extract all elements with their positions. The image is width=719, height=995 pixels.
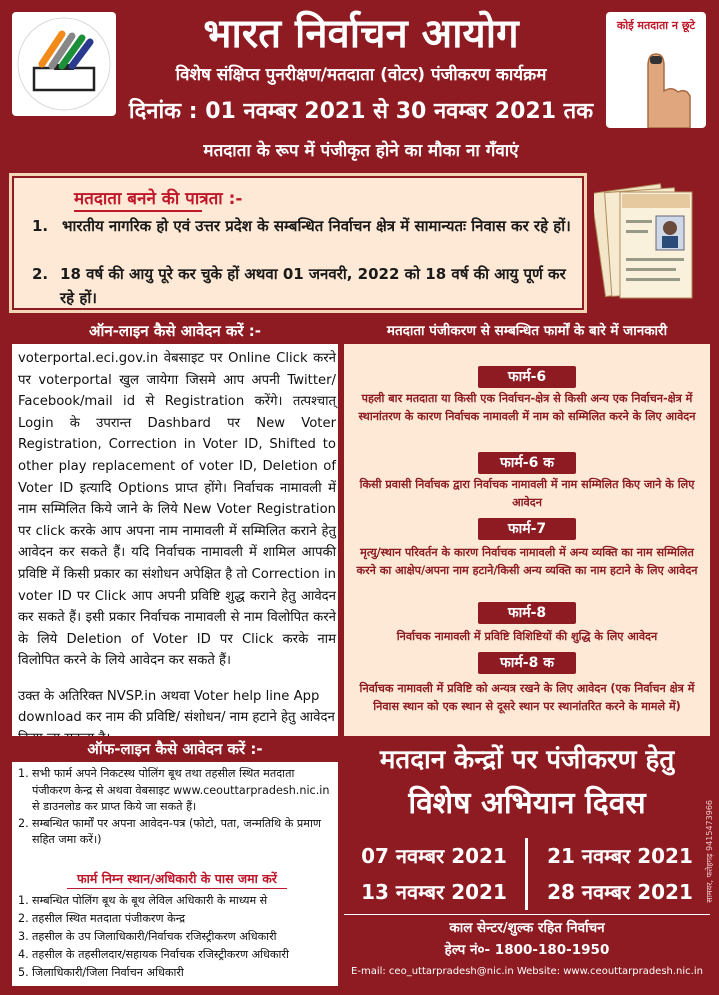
form-8a-desc: निर्वाचक नामावली में प्रविष्टि को अन्यत्र रखने के लिए आवेदन (एक निर्वाचन क्षेत्र में निवास स्थान को एक स्थान से दूसरे स्थान पर स्थानांतरित करने के मामले में) xyxy=(359,682,695,713)
campaign-line-1: मतदान केन्द्रों पर पंजीकरण हेतु xyxy=(379,745,675,775)
list-item-text: जिलाधिकारी/जिला निर्वाचन अधिकारी xyxy=(32,966,184,979)
offline-heading: ऑफ-लाइन कैसे आवेदन करें :- xyxy=(12,736,338,762)
voter-id-card-icon xyxy=(594,180,710,310)
campaign-line-2: विशेष अभियान दिवस xyxy=(408,786,646,821)
contact-box xyxy=(344,914,710,986)
list-item-number: 2. xyxy=(18,816,29,830)
eligibility-item xyxy=(32,262,572,310)
list-item-text: तहसील के तहसीलदार/सहायक निर्वाचक रजिस्ट्रीकरण अधिकारी xyxy=(32,948,289,961)
inked-finger-icon xyxy=(606,36,706,128)
list-item-number: 1. xyxy=(18,767,29,780)
campaign-dates xyxy=(344,836,710,914)
form-6-label: फार्म-6 xyxy=(478,366,576,388)
campaign-date: 28 नवम्बर 2021 xyxy=(547,880,693,904)
list-item xyxy=(18,766,336,816)
form-7-label: फार्म-7 xyxy=(478,518,576,540)
eci-logo xyxy=(12,12,116,116)
ballot-box-logo-icon xyxy=(12,12,116,116)
list-item xyxy=(18,892,336,910)
online-instructions: voterportal.eci.gov.in वेबसाइट पर Online Click करने पर voterportal खुल जायेगा जिसमे आप अपनी Twitter/ Facebook/mail id से Registration करेंगे। तत्पश्चात् Login के उपरान्त Dashbard पर New Voter Registration, Correction in Voter ID, Shifted to other play replacement of voter ID, Deletion of Voter ID इत्यादि Options प्राप्त होंगे। निर्वाचक नामावली में नाम सम्मिलित किये जाने के लिये New Voter Registration पर click करके आप अपना नाम नामावली में सम्मिलित कराने हेतु आवेदन कर सकते हैं। यदि निर्वाचक नामावली में शामिल आपकी प्रविष्टि में किसी प्रकार का संशोधन अपेक्षित है तो Correction in voter ID पर Click आप अपनी प्रविष्टि शुद्ध कराने हेतु आवेदन कर सकते हैं। इसी प्रकार निर्वाचक नामावली से नाम विलोपित करने के लिये Deletion of Voter ID पर Click करके नाम विलोपित करने के लिये आवेदन कर सकते हैं। xyxy=(18,351,336,669)
list-item-number: 2. xyxy=(18,912,29,925)
list-item xyxy=(18,816,336,849)
tagline: मतदाता के रूप में पंजीकृत होने का मौका ना गँवाएं xyxy=(203,141,519,161)
eligibility-title: मतदाता बनने की पात्रता :- xyxy=(74,186,242,209)
eligibility-item-number: 2. xyxy=(32,265,49,283)
inked-finger-badge xyxy=(606,12,706,128)
page-title: भारत निर्वाचन आयोग xyxy=(203,10,519,57)
form-6-desc: पहली बार मतदाता या किसी एक निर्वाचन-क्षेत्र से किसी अन्य एक निर्वाचन-क्षेत्र में स्थानांतरण के कारण निर्वाचक नामावली में नाम को सम्मिलित करने के लिए आवेदन xyxy=(358,392,696,423)
campaign-date: 21 नवम्बर 2021 xyxy=(547,844,693,868)
form-7-desc: मृत्यु/स्थान परिवर्तन के कारण निर्वाचक नामावली में अन्य व्यक्ति का नाम सम्मिलित करने का आक्षेप/अपना नाम हटाने/किसी अन्य व्यक्ति का नाम हटाने के लिए आवेदन xyxy=(356,546,698,577)
form-8-desc: निर्वाचक नामावली में प्रविष्टि विशिष्टियों की शुद्धि के लिए आवेदन xyxy=(396,630,658,643)
eligibility-item-text: भारतीय नागरिक हो एवं उत्तर प्रदेश के सम्बन्धित निर्वाचन क्षेत्र में सामान्यतः निवास कर रहे हों। xyxy=(62,217,571,235)
form-8-label: फार्म-8 xyxy=(478,602,576,624)
email-website: E-mail: ceo_uttarpradesh@nic.in Website: www.ceouttarpradesh.nic.in xyxy=(351,966,703,977)
offline-list xyxy=(18,766,336,849)
eligibility-item xyxy=(32,214,572,238)
list-item-number: 1. xyxy=(18,894,29,907)
program-dates: दिनांक : 01 नवम्बर 2021 से 30 नवम्बर 2021 तक xyxy=(128,99,594,124)
list-item-text: तहसील के उप जिलाधिकारी/निर्वाचक रजिस्ट्रीकरण अधिकारी xyxy=(32,930,277,943)
list-item-text: सम्बन्धित पोलिंग बूथ के बूथ लेविल अधिकारी के माध्यम से xyxy=(32,894,268,907)
eligibility-item-number: 1. xyxy=(32,217,49,235)
helpline-number: हेल्प नं०- 1800-180-1950 xyxy=(444,942,610,958)
printer-note-text: सामयर, फतेहगढ़ 9415473966 xyxy=(705,800,714,903)
list-item-text: तहसील स्थित मतदाता पंजीकरण केन्द्र xyxy=(32,912,186,925)
campaign-date: 13 नवम्बर 2021 xyxy=(361,880,507,904)
online-heading: ऑन-लाइन कैसे आवेदन करें :- xyxy=(12,318,338,344)
stamp-text: कोई मतदाता न छूटे xyxy=(616,19,696,32)
deposit-list xyxy=(18,892,336,982)
date-divider xyxy=(525,838,528,910)
list-item-number: 3. xyxy=(18,930,29,943)
form-6a-label: फार्म-6 क xyxy=(478,452,576,474)
program-subtitle: विशेष संक्षिप्त पुनरीक्षण/मतदाता (वोटर) पंजीकरण कार्यक्रम xyxy=(175,65,547,85)
header xyxy=(0,0,719,172)
list-item-number: 5. xyxy=(18,966,29,979)
deposit-heading: फार्म निम्न स्थान/अधिकारी के पास जमा करें xyxy=(18,870,336,889)
list-item-text: सम्बन्धित फार्मों पर अपना आवेदन-पत्र (फोटो, पता, जन्मतिथि के प्रमाण सहित जमा करें।) xyxy=(32,816,321,846)
application-info-panel xyxy=(12,318,338,986)
nvsp-note: उक्त के अतिरिक्त NVSP.in अथवा Voter help line App download कर नाम की प्रविष्टि/ संशोधन/ नाम हटाने हेतु आवेदन xyxy=(18,689,335,725)
list-item-text: सभी फार्म अपने निकटस्थ पोलिंग बूथ तथा तहसील स्थित मतदाता पंजीकरण केन्द्र से अथवा वेबसाइट www.ceouttarpradesh.nic.in से डाउनलोड कर प्राप्त किये जा सकते हैं। xyxy=(32,767,330,813)
list-item xyxy=(18,910,336,928)
form-8a-label: फार्म-8 क xyxy=(478,652,576,674)
printer-note xyxy=(704,800,718,980)
list-item-number: 4. xyxy=(18,948,29,961)
list-item xyxy=(18,964,336,982)
forms-info-panel xyxy=(344,318,710,736)
list-item xyxy=(18,946,336,964)
eligibility-box xyxy=(12,176,584,310)
list-item xyxy=(18,928,336,946)
call-center-label: काल सेन्टर/शुल्क रहित निर्वाचन xyxy=(449,920,605,936)
campaign-date: 07 नवम्बर 2021 xyxy=(361,844,507,868)
voter-id-cards-image xyxy=(594,180,710,310)
eligibility-item-text: 18 वर्ष की आयु पूरे कर चुके हों अथवा 01 जनवरी, 2022 को 18 वर्ष की आयु पूर्ण कर रहे हों। xyxy=(60,265,566,307)
forms-heading: मतदाता पंजीकरण से सम्बन्धित फार्मों के बारे में जानकारी xyxy=(344,318,710,344)
form-6a-desc: किसी प्रवासी निर्वाचक द्वारा निर्वाचक नामावली में नाम सम्मिलित किए जाने के लिए आवेदन xyxy=(359,478,695,509)
